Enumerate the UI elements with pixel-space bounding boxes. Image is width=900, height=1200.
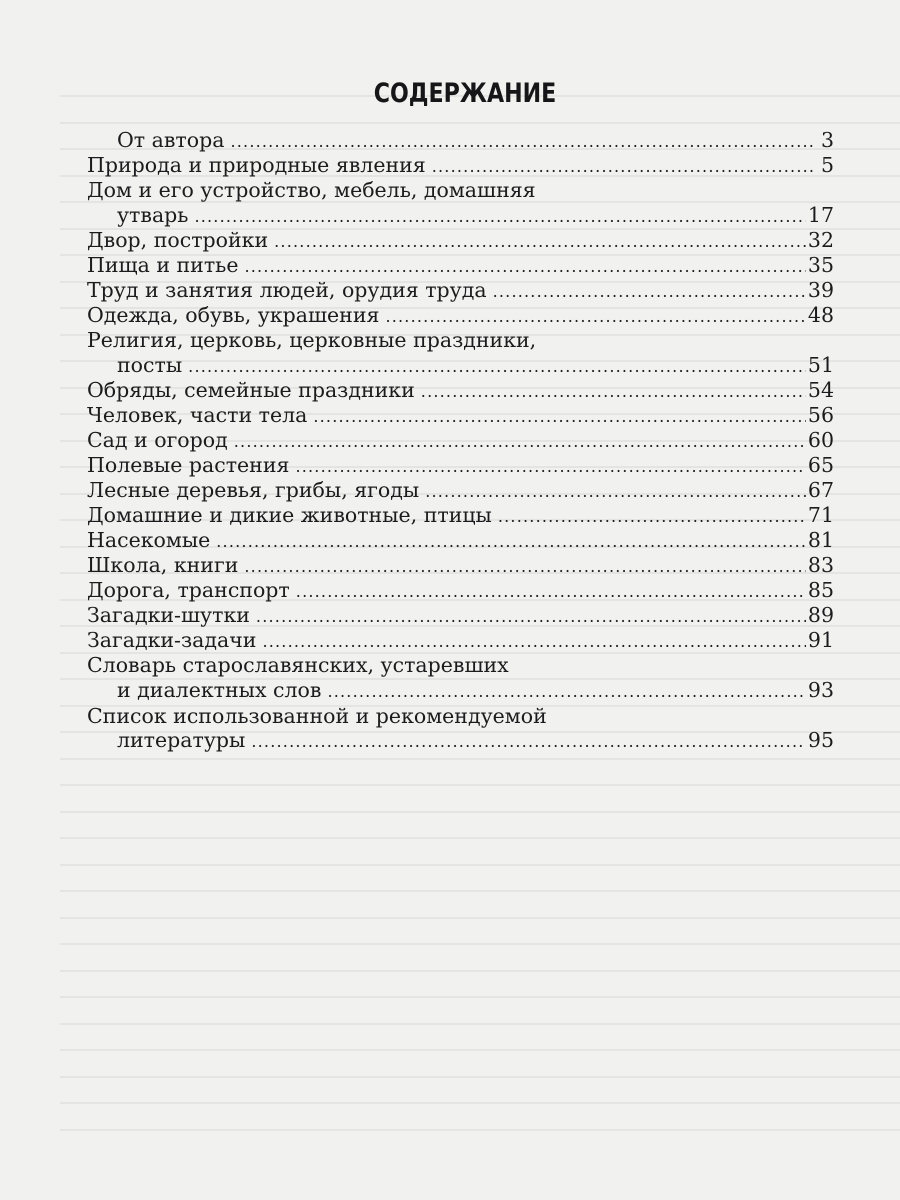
toc-entry-continuation: литературы: [117, 728, 246, 753]
toc-page-number: 93: [807, 678, 834, 702]
toc-entry[interactable]: [87, 628, 834, 654]
bleed-line: [60, 122, 900, 124]
toc-page-number: 71: [807, 503, 834, 528]
dot-leader: [313, 403, 806, 429]
toc-page-number: 3: [820, 128, 834, 152]
bleed-line: [60, 864, 900, 866]
toc-entry[interactable]: [87, 228, 834, 254]
bleed-line: [60, 784, 900, 786]
toc-entry-text: Пища и питье: [87, 253, 239, 278]
toc-page-number: 65: [807, 453, 834, 478]
dot-leader: [234, 428, 806, 454]
toc-page-number: 56: [807, 403, 834, 428]
toc-entry[interactable]: [87, 303, 834, 329]
toc-entry-text: Словарь старославянских, устаревших: [87, 653, 509, 678]
bleed-line: [60, 890, 900, 892]
toc-entry[interactable]: [87, 253, 834, 279]
toc-page-number: 48: [807, 303, 834, 328]
toc-page-number: 39: [807, 278, 834, 303]
dot-leader: [188, 353, 806, 379]
toc-entry-heading: [87, 328, 834, 352]
toc-page-number: 89: [807, 603, 834, 628]
toc-page-number: 5: [820, 153, 834, 177]
toc-entry[interactable]: [87, 428, 834, 454]
toc-page-number: 91: [807, 628, 834, 653]
toc-entry-text: Одежда, обувь, украшения: [87, 303, 380, 328]
toc-entry[interactable]: [117, 728, 834, 754]
toc-entry-continuation: утварь: [117, 202, 189, 227]
bleed-line: [60, 1049, 900, 1051]
toc-entry[interactable]: [87, 278, 834, 304]
toc-entry-text: Загадки-шутки: [87, 603, 250, 628]
toc-page-number: 67: [807, 478, 834, 503]
toc-entry[interactable]: [87, 453, 834, 479]
toc-entry-heading: [87, 704, 834, 728]
toc-entry-heading: [87, 653, 834, 677]
toc-page-number: 51: [807, 352, 834, 377]
toc-entry-text: Полевые растения: [87, 453, 290, 478]
toc-entry-text: Дом и его устройство, мебель, домашняя: [87, 178, 536, 202]
bleed-line: [60, 1023, 900, 1025]
toc-entry[interactable]: [87, 578, 834, 604]
dot-leader: [244, 553, 806, 579]
dot-leader: [262, 628, 805, 654]
bleed-line: [60, 1129, 900, 1131]
toc-entry[interactable]: [87, 528, 834, 554]
bleed-line: [60, 837, 900, 839]
toc-entry[interactable]: [87, 553, 834, 579]
toc-page-number: 95: [807, 728, 834, 753]
toc-entry[interactable]: [117, 678, 834, 704]
toc-entry[interactable]: [87, 378, 834, 404]
dot-leader: [421, 378, 806, 404]
page-title: СОДЕРЖАНИЕ: [373, 78, 557, 109]
toc-page-number: 60: [807, 428, 834, 453]
toc-entry-text: Обряды, семейные праздники: [87, 378, 415, 403]
dot-leader: [385, 303, 805, 329]
toc-entry-heading: [87, 178, 834, 202]
toc-page-number: 81: [807, 528, 834, 553]
dot-leader: [194, 203, 805, 229]
toc-entry[interactable]: [87, 153, 834, 179]
toc-entry-text: Труд и занятия людей, орудия труда: [87, 278, 487, 303]
toc-entry-text: Человек, части тела: [87, 403, 308, 428]
toc-entry[interactable]: [87, 403, 834, 429]
toc-entry-continuation: и диалектных слов: [117, 678, 322, 702]
toc-page-number: 35: [807, 253, 834, 278]
dot-leader: [274, 228, 806, 254]
dot-leader: [251, 728, 806, 754]
dot-leader: [432, 153, 814, 179]
toc-entry-text: Список использованной и рекомендуемой: [87, 703, 547, 728]
toc-entry-text: Школа, книги: [87, 553, 239, 578]
dot-leader: [216, 528, 806, 554]
toc-entry-text: Насекомые: [87, 528, 211, 553]
bleed-line: [60, 1102, 900, 1104]
bleed-line: [60, 758, 900, 760]
toc-page-number: 85: [807, 578, 834, 603]
dot-leader: [295, 453, 805, 479]
dot-leader: [498, 503, 806, 529]
toc-entry-text: Домашние и дикие животные, птицы: [87, 503, 492, 528]
toc-entry-text: Природа и природные явления: [87, 153, 426, 177]
dot-leader: [256, 603, 806, 629]
bleed-line: [60, 811, 900, 813]
toc-entry[interactable]: [87, 603, 834, 629]
toc-page-number: 17: [807, 202, 834, 227]
toc-entry[interactable]: [117, 128, 834, 154]
dot-leader: [493, 278, 806, 304]
toc-entry[interactable]: [117, 203, 834, 229]
dot-leader: [244, 253, 805, 279]
toc-entry-text: Сад и огород: [87, 428, 228, 453]
toc-entry-text: Лесные деревья, грибы, ягоды: [87, 478, 420, 503]
toc-page-number: 54: [807, 378, 834, 403]
bleed-line: [60, 996, 900, 998]
toc-entry-text: Двор, постройки: [87, 228, 269, 253]
toc-entry[interactable]: [87, 478, 834, 504]
toc-page-number: 32: [807, 228, 834, 253]
bleed-line: [60, 917, 900, 919]
toc-entry-text: Дорога, транспорт: [87, 578, 290, 603]
toc-page-number: 83: [807, 553, 834, 578]
bleed-line: [60, 970, 900, 972]
dot-leader: [327, 678, 805, 704]
dot-leader: [425, 478, 806, 504]
toc-entry-text: Загадки-задачи: [87, 628, 257, 653]
dot-leader: [296, 578, 806, 604]
bleed-line: [60, 943, 900, 945]
toc-entry-text: От автора: [117, 128, 225, 152]
toc-entry-text: Религия, церковь, церковные праздники,: [87, 328, 537, 353]
bleed-line: [60, 1076, 900, 1078]
dot-leader: [230, 128, 814, 154]
toc-entry-continuation: посты: [117, 352, 183, 377]
toc-entry[interactable]: [87, 503, 834, 529]
toc-entry[interactable]: [117, 353, 834, 379]
